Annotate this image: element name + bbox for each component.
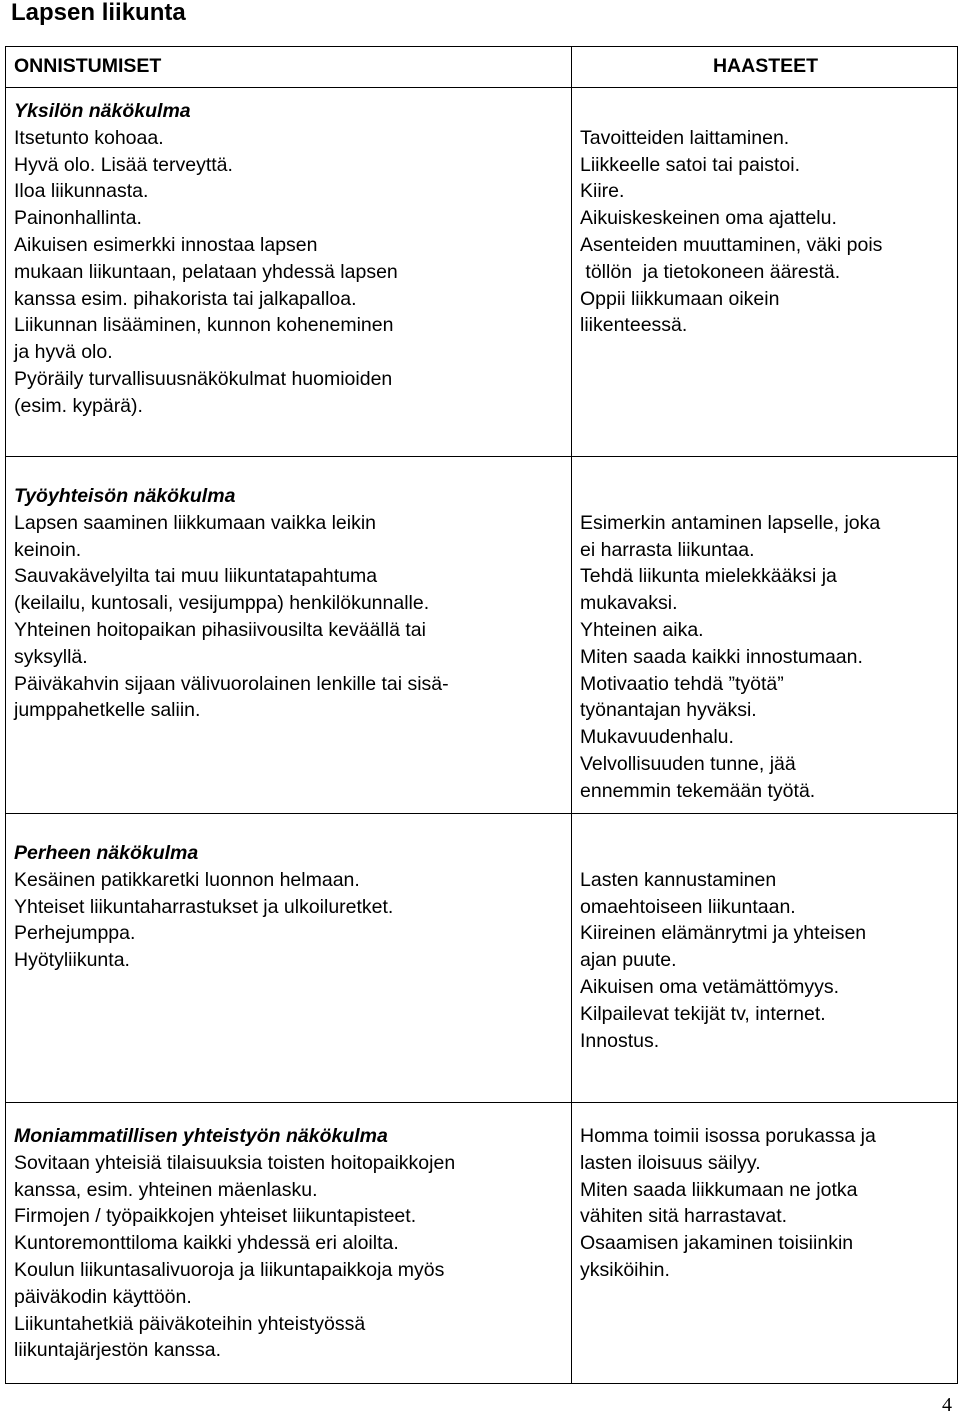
text-line: Liikkeelle satoi tai paistoi.	[580, 153, 801, 176]
text-line: omaehtoiseen liikuntaan.	[580, 895, 796, 918]
text-line: yksiköihin.	[580, 1258, 670, 1281]
text-line: Tehdä liikunta mielekkääksi ja	[580, 565, 837, 588]
text-line: vähiten sitä harrastavat.	[580, 1205, 788, 1228]
row-individual	[6, 88, 958, 457]
text-line: Mukavuudenhalu.	[580, 726, 734, 749]
spacer	[580, 483, 951, 510]
text-line: työnantajan hyväksi.	[580, 699, 757, 722]
successes-cell	[6, 1103, 572, 1384]
section-title: Yksilön näkökulma	[14, 100, 191, 122]
row-multiprofessional	[6, 1103, 958, 1384]
spacer	[580, 840, 951, 867]
page-number: 4	[942, 1394, 952, 1416]
text-line: Sauvakävelyilta tai muu liikuntatapahtuma	[14, 565, 378, 588]
text-line: Liikuntahetkiä päiväkoteihin yhteistyössä	[14, 1312, 366, 1335]
text-line: töllön ja tietokoneen äärestä.	[580, 260, 841, 283]
header-challenges: HAASTEET	[572, 47, 958, 88]
text-line: Velvollisuuden tunne, jää	[580, 752, 796, 775]
text-line: Tavoitteiden laittaminen.	[580, 126, 790, 149]
text-line: Liikunnan lisääminen, kunnon koheneminen	[14, 314, 394, 337]
text-line: mukavaksi.	[580, 592, 678, 615]
text-line: keinoin.	[14, 538, 82, 561]
text-line: Kiireinen elämänrytmi ja yhteisen	[580, 922, 867, 945]
successes-cell	[6, 814, 572, 1103]
text-line: Itsetunto kohoaa.	[14, 126, 164, 149]
header-successes: ONNISTUMISET	[6, 47, 572, 88]
text-line: jumppahetkelle saliin.	[14, 699, 201, 722]
text-line: Miten saada liikkumaan ne jotka	[580, 1178, 858, 1201]
document-title: Lapsen liikunta	[11, 0, 186, 26]
challenges-cell	[572, 88, 958, 457]
text-line: Kesäinen patikkaretki luonnon helmaan.	[14, 868, 360, 891]
text-line: liikenteessä.	[580, 314, 688, 337]
text-line: kanssa, esim. yhteinen mäenlasku.	[14, 1178, 318, 1201]
text-line: ei harrasta liikuntaa.	[580, 538, 755, 561]
row-family	[6, 814, 958, 1103]
section-title: Perheen näkökulma	[14, 842, 199, 864]
text-line: Firmojen / työpaikkojen yhteiset liikuntapisteet.	[14, 1205, 417, 1228]
challenges-cell	[572, 457, 958, 814]
text-line: ajan puute.	[580, 949, 677, 972]
text-line: Aikuisen esimerkki innostaa lapsen	[14, 233, 318, 256]
text-line: kanssa esim. pihakorista tai jalkapalloa.	[14, 287, 357, 310]
text-line: ennemmin tekemään työtä.	[580, 779, 816, 802]
activity-table	[5, 46, 958, 1384]
spacer	[580, 98, 951, 125]
header-row	[6, 47, 958, 88]
text-line: Oppii liikkumaan oikein	[580, 287, 780, 310]
text-line: Hyötyliikunta.	[14, 949, 130, 972]
text-line: Asenteiden muuttaminen, väki pois	[580, 233, 883, 256]
challenges-cell	[572, 1103, 958, 1384]
text-line: Yhteinen aika.	[580, 618, 704, 641]
text-line: Yhteiset liikuntaharrastukset ja ulkoiluretket.	[14, 895, 394, 918]
text-line: päiväkodin käyttöön.	[14, 1285, 192, 1308]
text-line: Lasten kannustaminen	[580, 868, 777, 891]
text-line: Esimerkin antaminen lapselle, joka	[580, 511, 881, 534]
text-line: Aikuisen oma vetämättömyys.	[580, 975, 840, 998]
text-line: Koulun liikuntasalivuoroja ja liikuntapaikkoja myös	[14, 1258, 445, 1281]
text-line: Painonhallinta.	[14, 207, 142, 230]
text-line: Sovitaan yhteisiä tilaisuuksia toisten hoitopaikkojen	[14, 1151, 456, 1174]
text-line: Yhteinen hoitopaikan pihasiivousilta keväällä tai	[14, 618, 426, 641]
text-line: Kuntoremonttiloma kaikki yhdessä eri aloilta.	[14, 1232, 399, 1255]
text-line: mukaan liikuntaan, pelataan yhdessä lapsen	[14, 260, 398, 283]
successes-cell	[6, 88, 572, 457]
text-line: Aikuiskeskeinen oma ajattelu.	[580, 207, 837, 230]
successes-cell	[6, 457, 572, 814]
text-line: Päiväkahvin sijaan välivuorolainen lenkille tai sisä-	[14, 672, 449, 695]
section-title: Työyhteisön näkökulma	[14, 485, 236, 507]
text-line: Kiire.	[580, 180, 625, 203]
text-line: Osaamisen jakaminen toisiinkin	[580, 1232, 854, 1255]
text-line: Motivaatio tehdä ”työtä”	[580, 672, 784, 695]
text-line: liikuntajärjestön kanssa.	[14, 1339, 222, 1362]
text-line: Iloa liikunnasta.	[14, 180, 149, 203]
text-line: lasten iloisuus säilyy.	[580, 1151, 761, 1174]
text-line: Kilpailevat tekijät tv, internet.	[580, 1002, 826, 1025]
text-line: syksyllä.	[14, 645, 88, 668]
text-line: (esim. kypärä).	[14, 394, 143, 417]
section-title: Moniammatillisen yhteistyön näkökulma	[14, 1125, 388, 1147]
text-line: Miten saada kaikki innostumaan.	[580, 645, 863, 668]
text-line: Innostus.	[580, 1029, 660, 1052]
text-line: (keilailu, kuntosali, vesijumppa) henkilökunnalle.	[14, 592, 430, 615]
text-line: Homma toimii isossa porukassa ja	[580, 1125, 876, 1147]
text-line: Hyvä olo. Lisää terveyttä.	[14, 153, 233, 176]
text-line: Pyöräily turvallisuusnäkökulmat huomioiden	[14, 367, 393, 390]
challenges-cell	[572, 814, 958, 1103]
text-line: Lapsen saaminen liikkumaan vaikka leikin	[14, 511, 377, 534]
text-line: ja hyvä olo.	[14, 341, 113, 364]
row-workplace	[6, 457, 958, 814]
text-line: Perhejumppa.	[14, 922, 136, 945]
